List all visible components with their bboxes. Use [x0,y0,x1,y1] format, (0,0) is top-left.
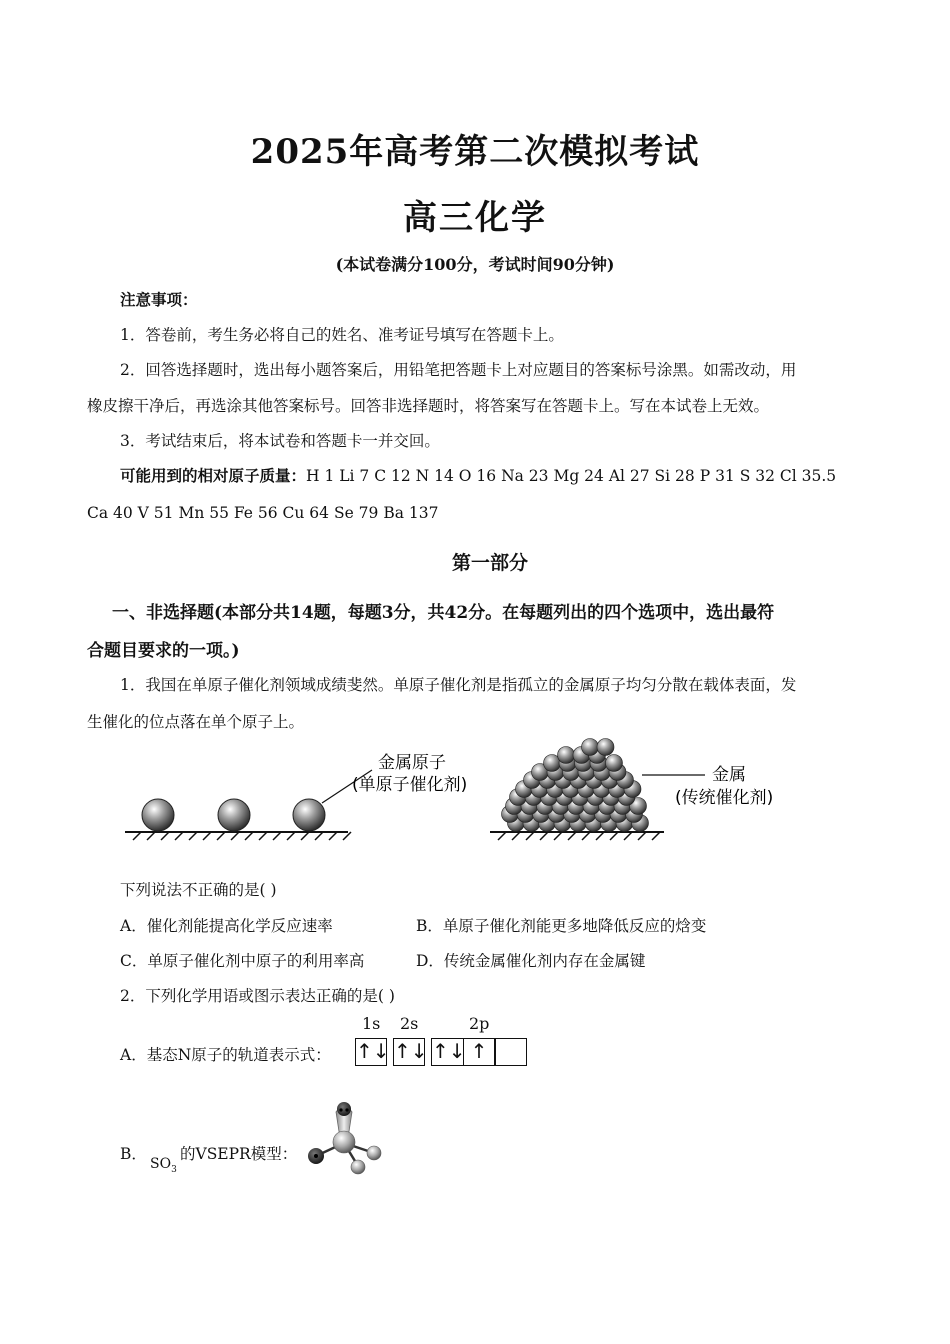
hatch-mark [217,832,225,840]
label-single-atom-2: (单原子催化剂) [352,775,468,795]
part-heading: 第一部分 [451,552,528,574]
orbital-box-1s: ↑↓ [355,1038,387,1066]
hatch-mark [231,832,239,840]
notice-heading: 注意事项： [120,290,198,309]
hatch-mark [175,832,183,840]
hatch-mark [624,832,632,840]
orbital-label-2s: 2s [400,1014,419,1033]
orbital-box-2p-1: ↑↓ [431,1038,464,1066]
q1-option-b: B．单原子催化剂能更多地降低反应的焓变 [416,917,707,935]
hatch-mark [610,832,618,840]
lone-pair-dot-1 [339,1108,342,1111]
hatch-mark [652,832,660,840]
label-metal-1: 金属 [712,765,746,785]
q1-option-a: A．催化剂能提高化学反应速率 [120,917,333,935]
q1-prompt: 下列说法不正确的是( ) [120,881,277,899]
hatch-mark [161,832,169,840]
q2-stem: 2．下列化学用语或图示表达正确的是( ) [120,987,395,1005]
hatch-mark [343,832,351,840]
lone-pair-dot-2 [345,1108,348,1111]
notice-item-1: 1．答卷前，考生务必将自己的姓名、准考证号填写在答题卡上。 [120,326,564,344]
catalyst-figure [0,735,950,850]
metal-atom [558,747,575,764]
orbital-label-1s: 1s [362,1014,381,1033]
hatch-mark [596,832,604,840]
hatch-mark [512,832,520,840]
hatch-mark [147,832,155,840]
atom-central [333,1131,355,1153]
metal-support [490,832,664,840]
metal-atom [597,739,614,756]
hatch-mark [582,832,590,840]
atomic-mass-label: 可能用到的相对原子质量： [120,466,307,485]
orbital-box-2s: ↑↓ [393,1038,425,1066]
hatch-mark [245,832,253,840]
label-single-atom-1: 金属原子 [378,753,446,773]
so3-formula-sub: 3 [171,1164,177,1175]
exam-title: 2025年高考第二次模拟考试 [250,132,700,172]
q2-option-b-prefix: B． [120,1145,147,1163]
hatch-mark [259,832,267,840]
orbital-box-2p-2: ↑ [463,1038,496,1066]
hatch-mark [526,832,534,840]
hatch-mark [638,832,646,840]
atomic-mass-line2: Ca 40 V 51 Mn 55 Fe 56 Cu 64 Se 79 Ba 137 [87,504,439,522]
q1-option-c: C．单原子催化剂中原子的利用率高 [120,952,365,970]
q1-stem-line1: 1．我国在单原子催化剂领域成绩斐然。单原子催化剂是指孤立的金属原子均匀分散在载体表面，发 [120,676,797,694]
hatch-mark [189,832,197,840]
hatch-mark [498,832,506,840]
hatch-mark [540,832,548,840]
notice-item-2-line1: 2．回答选择题时，选出每小题答案后，用铅笔把答题卡上对应题目的答案标号涂黑。如需改动，用 [120,361,797,379]
atom-bottom [351,1160,365,1174]
exam-subtitle: (本试卷满分100分，考试时间90分钟) [335,255,615,274]
q1-option-d: D．传统金属催化剂内存在金属键 [416,952,646,970]
label-metal-2: (传统催化剂) [675,788,774,808]
lone-pair-cap [337,1102,351,1116]
hatch-mark [273,832,281,840]
atomic-mass-line1 [120,466,836,486]
metal-atom [606,755,623,772]
vsepr-model [300,1098,395,1180]
q1-stem-line2: 生催化的位点落在单个原子上。 [87,713,305,731]
atomic-mass-values-1: H 1 Li 7 C 12 N 14 O 16 Na 23 Mg 24 Al 27 Si 28 P 31 S 32 Cl 35.5 [306,467,837,485]
notice-item-2-line2: 橡皮擦干净后，再选涂其他答案标号。回答非选择题时，将答案写在答题卡上。写在本试卷上无效。 [87,397,770,415]
orbital-label-2p: 2p [469,1014,490,1033]
exam-subject: 高三化学 [403,198,547,238]
atom-left-dot [314,1154,318,1158]
single-atoms [142,799,325,831]
hatch-mark [287,832,295,840]
atom-right [367,1146,381,1160]
hatch-mark [133,832,141,840]
hatch-mark [329,832,337,840]
hatch-mark [554,832,562,840]
metal-atom-pile [502,739,649,832]
notice-item-3: 3．考试结束后，将本试卷和答题卡一并交回。 [120,432,440,450]
single-atom-support [125,832,351,840]
section-instruction-line2: 合题目要求的一项。) [87,641,240,661]
q2-option-a: A．基态N原子的轨道表示式： [120,1046,331,1064]
section-instruction-line1: 一、非选择题(本部分共14题，每题3分，共42分。在每题列出的四个选项中，选出最符 [112,603,775,623]
hatch-mark [301,832,309,840]
q2-option-b-suffix: 的VSEPR模型： [180,1145,298,1163]
hatch-mark [568,832,576,840]
hatch-mark [315,832,323,840]
so3-formula [150,1156,177,1175]
metal-atom [582,739,599,756]
orbital-box-2p-3 [494,1038,527,1066]
q2-option-b [120,1144,147,1164]
hatch-mark [203,832,211,840]
so3-formula-main: SO [150,1156,172,1172]
